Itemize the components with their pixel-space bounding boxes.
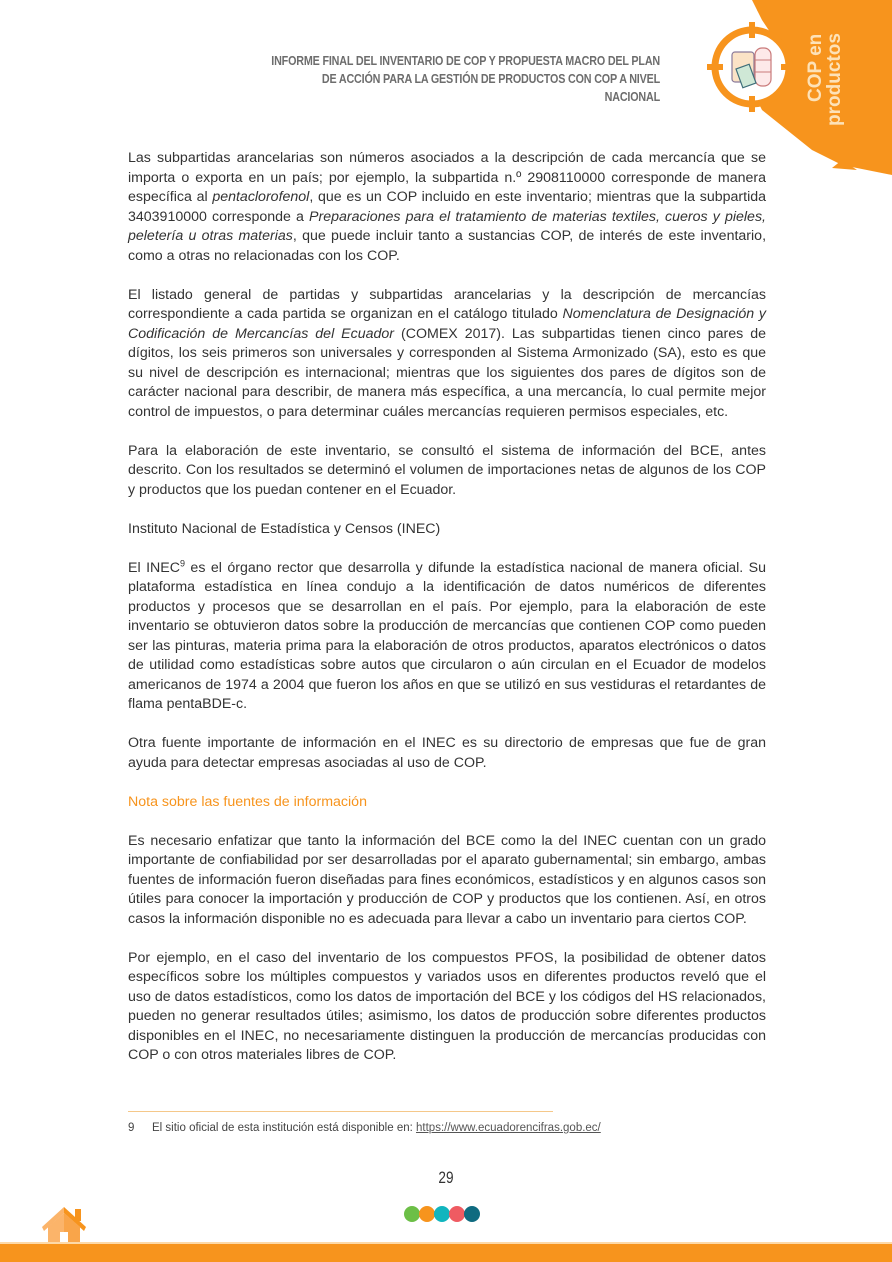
footer-bar — [0, 1244, 892, 1262]
subheading-inec: Instituto Nacional de Estadística y Censos (INEC) — [128, 520, 441, 537]
running-header — [264, 52, 660, 106]
section-badge — [806, 30, 866, 130]
footnote-ref[interactable]: 9 — [179, 557, 185, 568]
footnote — [128, 1122, 601, 1134]
header-line-1: INFORME FINAL DEL INVENTARIO DE COP Y PROPUESTA MACRO DEL PLAN — [271, 54, 660, 68]
paragraph-elaboracion: Para la elaboración de este inventario, se consultó el sistema de información del BCE, antes descrito. Con los resultados se determinó el volumen de importaciones netas de algunos de los COP y productos que los puedan contener en el Ecuador. — [128, 442, 766, 498]
paragraph-pfos: Por ejemplo, en el caso del inventario de los compuestos PFOS, la posibilidad de obtener datos específicos sobre los múltiples compuestos y variados usos en diferentes productos reveló que el uso de datos estadísticos, como los datos de importación del BCE y los códigos del HS relacionados, pueden no generar resultados útiles; asimismo, los datos de producción sobre diferentes productos disponibles en el INEC, no necesariamente distinguen la producción de mercancías producidas con COP o con otros materiales libres de COP. — [128, 949, 766, 1063]
heading-nota-fuentes: Nota sobre las fuentes de información — [128, 793, 367, 810]
footnote-link[interactable]: https://www.ecuadorencifras.gob.ec/ — [416, 1122, 601, 1134]
home-icon[interactable] — [40, 1205, 88, 1245]
paragraph-enfatizar: Es necesario enfatizar que tanto la información del BCE como la del INEC cuentan con un grado importante de confiabilidad por ser desarrolladas por el aparato gubernamental; sin embargo, ambas fuentes de información fueron diseñadas para fines económicos, estadísticos y en algunos casos son útiles para conocer la importación y producción de COP y productos que los contienen. Así, en otros casos la información disponible no es adecuada para llevar a cabo un inventario para ciertos COP. — [128, 832, 766, 927]
dot-green — [404, 1206, 420, 1222]
main-content — [128, 149, 766, 1085]
footnote-text: El sitio oficial de esta institución está disponible en: — [152, 1122, 417, 1134]
footnote-divider — [128, 1111, 553, 1112]
color-dots — [404, 1206, 479, 1222]
paragraph-listado: El listado general de partidas y subpartidas arancelarias y la descripción de mercancías correspondiente a cada partida se organizan en el catálogo titulado Nomenclatura de Designación y Codificación de Mercancías del Ecuador (COMEX 2017). Las subpartidas tienen cinco pares de dígitos, los seis primeros son universales y corresponden al Sistema Armonizado (SA), esto es que su nivel de descripción es internacional; mientras que los siguientes dos pares de dígitos son de carácter nacional para describir, de manera más específica, a una mercancía, lo cual permite mejor control de impuestos, o para determinar cuáles mercancías requieren permisos especiales, etc. — [128, 286, 766, 420]
page-number: 29 — [438, 1168, 454, 1187]
paragraph-subpartidas: Las subpartidas arancelarias son números asociados a la descripción de cada mercancía que se importa o exporta en un país; por ejemplo, la subpartida n.º 2908110000 corresponde de manera específica al pentaclorofenol, que es un COP incluido en este inventario; mientras que la subpartida 3403910000 corresponde a Preparaciones para el tratamiento de materias textiles, cueros y pieles, peletería u otras materias, que puede incluir tanto a sustancias COP, de interés de este inventario, como a otras no relacionadas con los COP. — [128, 150, 767, 264]
paragraph-directorio: Otra fuente importante de información en el INEC es su directorio de empresas que fue de gran ayuda para detectar empresas asociadas al uso de COP. — [128, 735, 766, 771]
paragraph-inec: El INEC$^9$ es el órgano rector que desarrolla y difunde la estadística nacional de manera oficial. Su plataforma estadística en línea condujo a la identificación de datos numéricos de diferentes productos y procesos que se desarrollan en el país. Por ejemplo, para la elaboración de este inventario se obtuvieron datos sobre la producción de mercancías que contienen COP como pueden ser las pinturas, materia prima para la elaboración de otros productos, aparatos electrónicos o datos de utilidad como estadísticas sobre autos que circularon o aún circulan en el Ecuador de modelos americanos de 1974 a 2004 que fueron los años en que se utilizó en sus vestiduras el retardantes de flama pentaBDE-c. — [128, 557, 767, 712]
dot-teal — [434, 1206, 450, 1222]
badge-line-1: COP en — [805, 33, 826, 102]
dot-red — [449, 1206, 465, 1222]
header-line-2: DE ACCIÓN PARA LA GESTIÓN DE PRODUCTOS CON COP A NIVEL NACIONAL — [321, 72, 660, 104]
badge-line-2: productos — [824, 33, 845, 126]
dot-dark-teal — [464, 1206, 480, 1222]
dot-orange — [419, 1206, 435, 1222]
footnote-number: 9 — [128, 1122, 135, 1134]
